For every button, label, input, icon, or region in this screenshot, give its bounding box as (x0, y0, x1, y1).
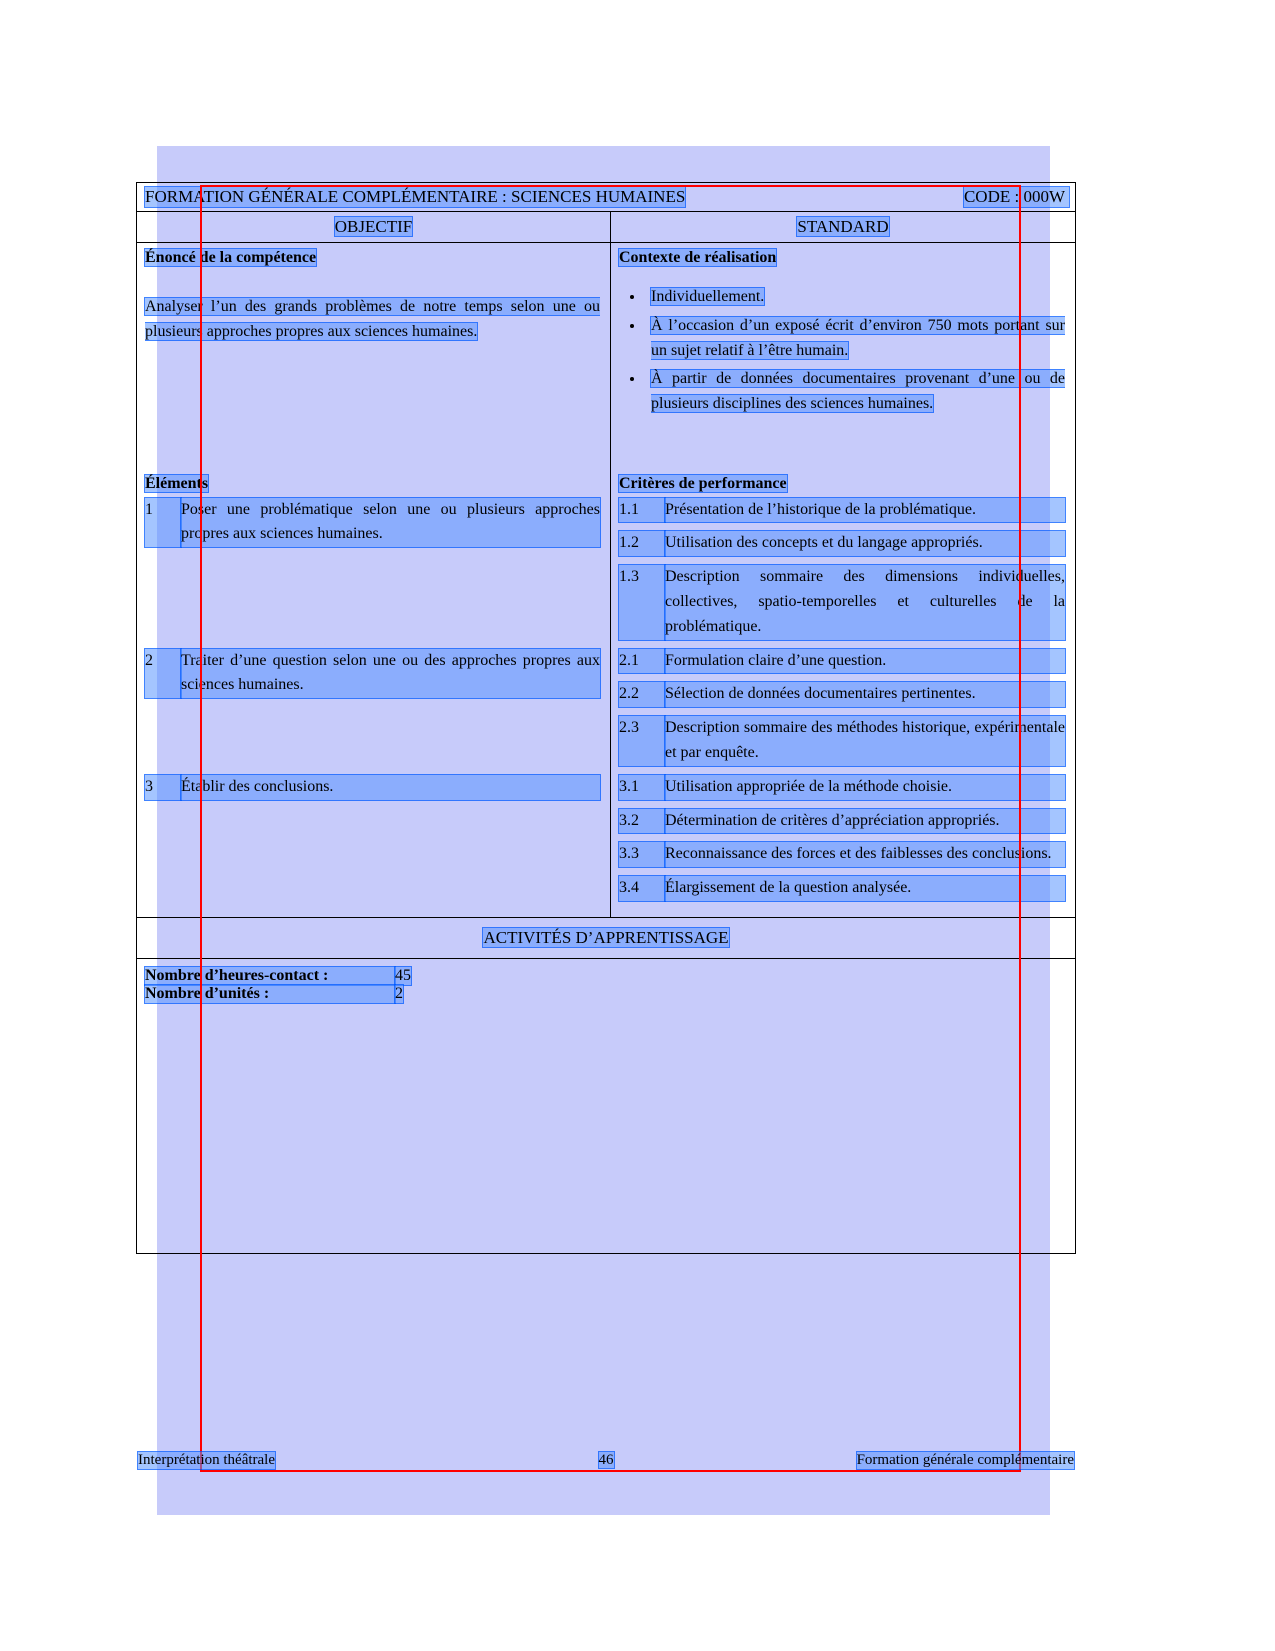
list-item (611, 495, 1075, 529)
column-headers-row (137, 212, 1075, 243)
document-header (137, 183, 1075, 211)
contexte-bullet-list (611, 285, 1075, 417)
list-item (137, 646, 610, 705)
elements-criteria-heading-row (137, 469, 1075, 495)
list-item (611, 646, 1075, 680)
criterion-text: Sélection de données documentaires pertinentes. (665, 682, 1065, 707)
criterion-number: 1.1 (619, 498, 665, 523)
page-footer (136, 1452, 1076, 1469)
criterion-number: 2.1 (619, 649, 665, 674)
footer-page-number: 46 (598, 1452, 614, 1468)
element-group-2 (137, 646, 1075, 772)
contexte-heading-label: Contexte de réalisation (619, 249, 777, 266)
criterion-text: Élargissement de la question analysée. (665, 876, 1065, 901)
competence-text (137, 291, 610, 349)
list-item (611, 679, 1075, 713)
competence-context-row (137, 243, 1075, 469)
list-item (611, 528, 1075, 562)
criteria-group-3-cell (611, 772, 1075, 917)
criterion-number: 3.1 (619, 775, 665, 800)
element-number: 3 (145, 775, 181, 800)
list-item (611, 772, 1075, 806)
criterion-number: 3.4 (619, 876, 665, 901)
criterion-number: 2.3 (619, 716, 665, 766)
table-header-row (137, 183, 1075, 212)
list-item: • À partir de données documentaires provenant d’une ou de plusieurs disciplines des sciences humaines. (645, 367, 1065, 417)
list-item (611, 713, 1075, 772)
list-item (611, 873, 1075, 907)
criteres-heading (611, 469, 1075, 495)
units-line (145, 985, 1075, 1003)
element-2-cell (137, 646, 611, 772)
list-item (137, 495, 610, 554)
list-item (137, 772, 610, 806)
activities-row (137, 918, 1075, 959)
criterion-number: 3.2 (619, 809, 665, 834)
footer-right-label: Formation générale complémentaire (856, 1452, 1074, 1468)
competence-text-label: Analyser l’un des grands problèmes de notre temps selon une ou plusieurs approches propres aux sciences humaines. (145, 298, 600, 340)
criteria-group-2-cell (611, 646, 1075, 772)
list-item (611, 806, 1075, 840)
criterion-text: Détermination de critères d’appréciation appropriés. (665, 809, 1065, 834)
element-number: 1 (145, 498, 181, 548)
list-item: • À l’occasion d’un exposé écrit d’environ 750 mots portant sur un sujet relatif à l’être humain. (645, 314, 1065, 364)
criterion-text: Reconnaissance des forces et des faiblesses des conclusions. (665, 842, 1065, 867)
header-code: CODE : 000W (964, 187, 1069, 207)
hours-contact-value: 45 (395, 966, 411, 984)
list-item (611, 839, 1075, 873)
hours-cell (137, 959, 1075, 1253)
criteres-heading-label: Critères de performance (619, 474, 787, 492)
criterion-number: 1.2 (619, 531, 665, 556)
element-3-cell (137, 772, 611, 917)
column-header-standard (611, 212, 1075, 242)
header-title: FORMATION GÉNÉRALE COMPLÉMENTAIRE : SCIENCES HUMAINES (145, 187, 686, 206)
criterion-number: 2.2 (619, 682, 665, 707)
criteria-group-1-cell (611, 495, 1075, 646)
criterion-number: 3.3 (619, 842, 665, 867)
contexte-cell (611, 243, 1075, 469)
element-text: Traiter d’une question selon une ou des approches propres aux sciences humaines. (181, 649, 600, 699)
criterion-text: Description sommaire des méthodes historique, expérimentale et par enquête. (665, 716, 1065, 766)
hours-block (137, 959, 1075, 1003)
column-header-standard-label: STANDARD (797, 217, 889, 236)
hours-contact-line (145, 967, 1075, 985)
units-label: Nombre d’unités : (145, 985, 395, 1003)
competence-heading (137, 243, 610, 269)
elements-heading (137, 469, 611, 495)
criterion-text: Utilisation des concepts et du langage appropriés. (665, 531, 1065, 556)
criterion-number: 1.3 (619, 565, 665, 639)
element-group-1 (137, 495, 1075, 646)
activities-heading (137, 918, 1075, 958)
empty-space (137, 1003, 1075, 1253)
competence-cell (137, 243, 611, 469)
units-value: 2 (395, 984, 403, 1002)
list-item (611, 562, 1075, 645)
element-1-cell (137, 495, 611, 646)
contexte-heading (611, 243, 1075, 269)
column-header-objectif (137, 212, 611, 242)
element-text: Poser une problématique selon une ou plusieurs approches propres aux sciences humaines. (181, 498, 600, 548)
column-header-objectif-label: OBJECTIF (334, 217, 413, 236)
footer-left-label: Interprétation théâtrale (138, 1452, 276, 1468)
competency-table (136, 182, 1076, 1254)
element-text: Établir des conclusions. (181, 775, 600, 800)
criterion-text: Formulation claire d’une question. (665, 649, 1065, 674)
hours-row (137, 959, 1075, 1253)
element-number: 2 (145, 649, 181, 699)
activities-heading-label: ACTIVITÉS D’APPRENTISSAGE (483, 927, 729, 947)
criterion-text: Présentation de l’historique de la problématique. (665, 498, 1065, 523)
element-group-3 (137, 772, 1075, 918)
list-item: • Individuellement. (645, 285, 1065, 310)
criterion-text: Utilisation appropriée de la méthode choisie. (665, 775, 1065, 800)
competence-heading-label: Énoncé de la compétence (145, 249, 317, 266)
elements-heading-label: Éléments (145, 474, 209, 492)
criterion-text: Description sommaire des dimensions individuelles, collectives, spatio-temporelles et culturelles de la problématique. (665, 565, 1065, 639)
hours-contact-label: Nombre d’heures-contact : (145, 967, 395, 985)
